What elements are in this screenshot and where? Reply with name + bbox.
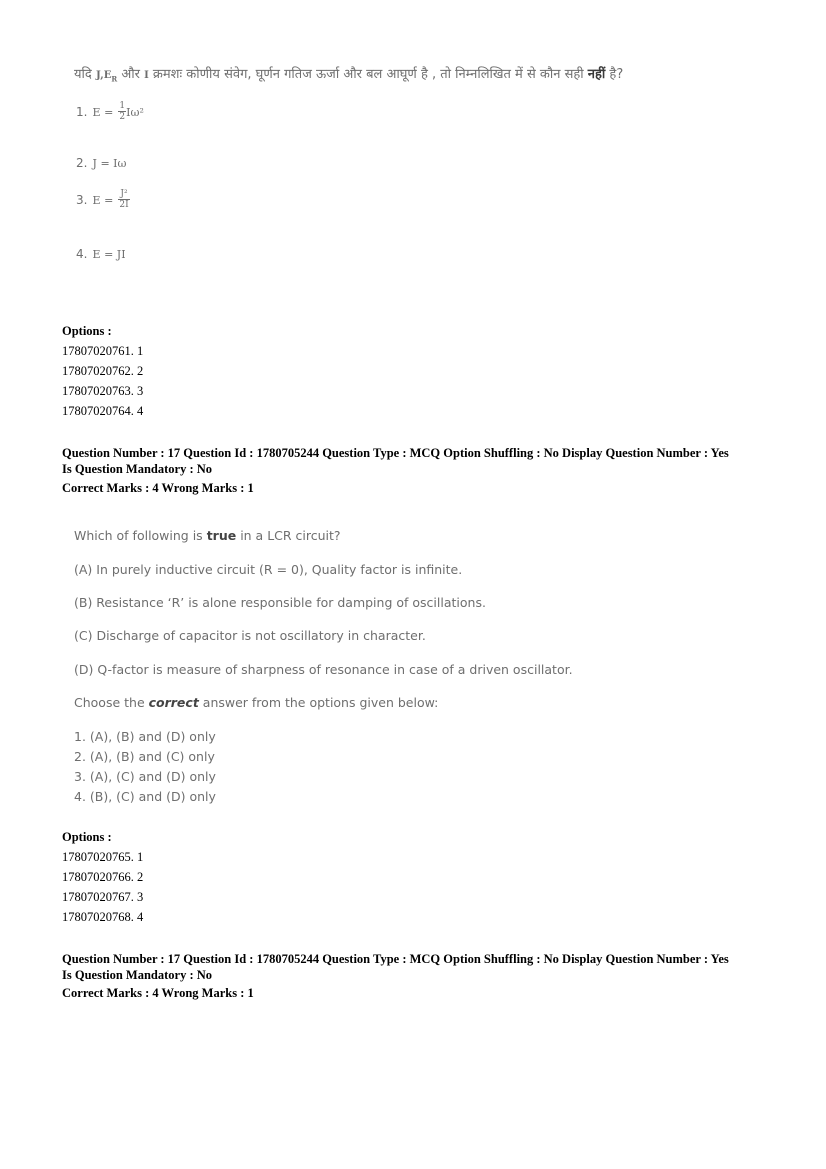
question-meta-line: Is Question Mandatory : No — [62, 462, 213, 476]
q16-stem: यदि $J,E_R$ और I क्रमशः कोणीय संवेग, घूर्णन गतिज ऊर्जा और बल आघूर्ण है , तो निम्नलिखित में से कौन सही नहीं है? — [74, 67, 624, 84]
option-item: 17807020764. 4 — [62, 404, 144, 418]
question-meta-line: Is Question Mandatory : No — [62, 968, 213, 982]
q17-choice: 3. (A), (C) and (D) only — [74, 769, 216, 784]
q17-statement: (D) Q-factor is measure of sharpness of resonance in case of a driven oscillator. — [74, 662, 573, 677]
fraction: $\frac{1}{2}$ — [119, 101, 126, 122]
option-item: 17807020763. 3 — [62, 384, 144, 398]
fraction: $\frac{\text{J²}}{2I}$ — [119, 189, 129, 210]
options-label: Options : — [62, 324, 112, 338]
option-item: 17807020765. 1 — [62, 850, 144, 864]
q17-choice: 4. (B), (C) and (D) only — [74, 789, 216, 804]
marks-line: Correct Marks : 4 Wrong Marks : 1 — [62, 986, 254, 1000]
q17-choice: 1. (A), (B) and (D) only — [74, 729, 216, 744]
q17-statement: (B) Resistance ‘R’ is alone responsible for damping of oscillations. — [74, 595, 486, 610]
option-item: 17807020767. 3 — [62, 890, 144, 904]
q17-stem: Which of following is true in a LCR circuit? — [74, 528, 341, 543]
question-meta-line: Question Number : 17 Question Id : 1780705244 Question Type : MCQ Option Shuffling : No Display Question Number : Yes — [62, 952, 729, 966]
q17-statement: (A) In purely inductive circuit (R = 0), Quality factor is infinite. — [74, 562, 463, 577]
options-label: Options : — [62, 830, 112, 844]
option-item: 17807020766. 2 — [62, 870, 144, 884]
q16-item-3: 3. E = $\frac{\text{J²}}{2I}$ — [76, 189, 129, 210]
q17-statement: (C) Discharge of capacitor is not oscillatory in character. — [74, 628, 426, 643]
q17-instruction: Choose the correct answer from the options given below: — [74, 695, 439, 710]
option-item: 17807020761. 1 — [62, 344, 144, 358]
question-meta-line: Question Number : 17 Question Id : 1780705244 Question Type : MCQ Option Shuffling : No Display Question Number : Yes — [62, 446, 729, 460]
q16-item-4: 4. E = JI — [76, 247, 126, 261]
option-item: 17807020762. 2 — [62, 364, 144, 378]
q16-item-2: 2. J = Iω — [76, 156, 127, 170]
q17-choice: 2. (A), (B) and (C) only — [74, 749, 215, 764]
marks-line: Correct Marks : 4 Wrong Marks : 1 — [62, 481, 254, 495]
q16-item-1: 1. E = $\frac{1}{2}$ Iω² — [76, 101, 144, 122]
option-item: 17807020768. 4 — [62, 910, 144, 924]
